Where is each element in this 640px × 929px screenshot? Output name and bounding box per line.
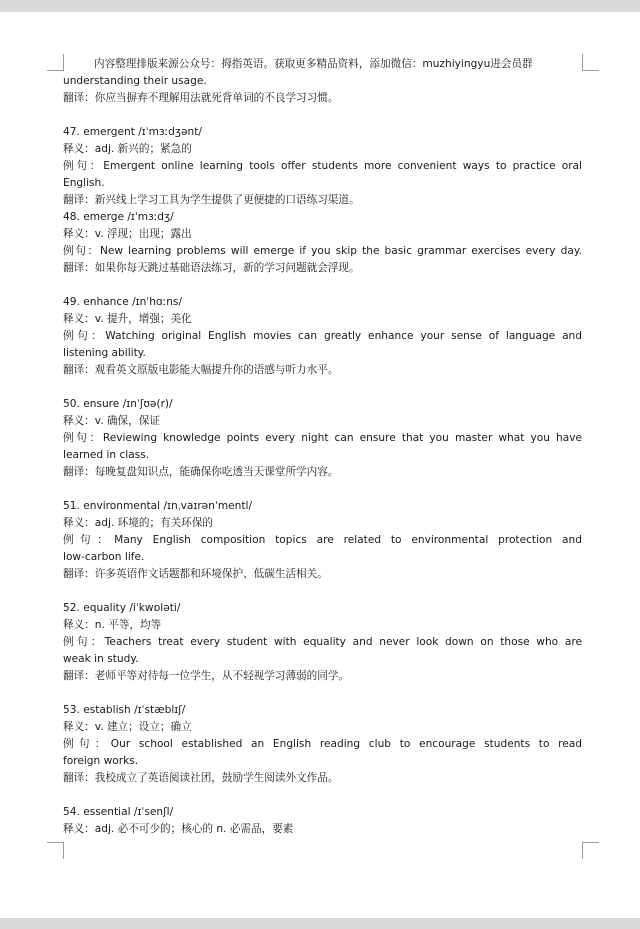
vocab-entry bbox=[63, 702, 582, 787]
crop-mark-bottom-left bbox=[47, 842, 64, 859]
entry-definition: 释义：adj. 环境的；有关环保的 bbox=[63, 517, 214, 529]
entry-example: 例句：New learning problems will emerge if you skip the basic grammar exercises every day. bbox=[63, 245, 582, 257]
entry-word: 53. establish /ɪˈstæblɪʃ/ bbox=[63, 704, 186, 716]
entry-example-cont: listening ability. bbox=[63, 347, 146, 359]
entry-translation: 翻译：老师平等对待每一位学生，从不轻视学习薄弱的同学。 bbox=[63, 670, 350, 682]
continued-example: understanding their usage. bbox=[63, 75, 207, 87]
entry-definition: 释义：v. 浮现；出现；露出 bbox=[63, 228, 192, 240]
entry-word: 48. emerge /ɪˈmɜːdʒ/ bbox=[63, 211, 174, 223]
entry-word: 51. environmental /ɪnˌvaɪrənˈmentl/ bbox=[63, 500, 253, 512]
entry-word: 54. essential /ɪˈsenʃl/ bbox=[63, 806, 174, 818]
source-notice: 内容整理排版来源公众号：拇指英语。获取更多精品资料，添加微信：muzhiyingyu进会员群 bbox=[94, 58, 533, 70]
entry-example: 例句：Reviewing knowledge points every night can ensure that you master what you have bbox=[63, 432, 582, 444]
entry-example: 例句：Our school established an English reading club to encourage students to read bbox=[63, 738, 582, 750]
entry-example-cont: weak in study. bbox=[63, 653, 139, 665]
entry-example-cont: English. bbox=[63, 177, 105, 189]
entry-definition: 释义：adj. 新兴的；紧急的 bbox=[63, 143, 192, 155]
entry-example-cont: foreign works. bbox=[63, 755, 139, 767]
entry-word: 50. ensure /ɪnˈʃʊə(r)/ bbox=[63, 398, 173, 410]
entry-example: 例句：Watching original English movies can greatly enhance your sense of language and bbox=[63, 330, 582, 342]
entry-translation: 翻译：观看英文原版电影能大幅提升你的语感与听力水平。 bbox=[63, 364, 339, 376]
vocab-entry bbox=[63, 396, 582, 481]
vocab-entry bbox=[63, 209, 582, 277]
entry-translation: 翻译：许多英语作文话题都和环境保护、低碳生活相关。 bbox=[63, 568, 328, 580]
entry-translation: 翻译：新兴线上学习工具为学生提供了更便捷的口语练习渠道。 bbox=[63, 194, 360, 206]
vocab-entry bbox=[63, 498, 582, 583]
entry-definition: 释义：adj. 必不可少的；核心的 n. 必需品，要素 bbox=[63, 823, 294, 835]
entry-example: 例句：Teachers treat every student with equality and never look down on those who are bbox=[63, 636, 582, 648]
crop-mark-top-left bbox=[47, 54, 64, 71]
vocab-entry bbox=[63, 804, 582, 838]
crop-mark-top-right bbox=[582, 54, 599, 71]
vocab-entry bbox=[63, 294, 582, 379]
entry-definition: 释义：v. 建立；设立；确立 bbox=[63, 721, 192, 733]
entry-translation: 翻译：每晚复盘知识点，能确保你吃透当天课堂所学内容。 bbox=[63, 466, 339, 478]
entry-translation: 翻译：我校成立了英语阅读社团，鼓励学生阅读外文作品。 bbox=[63, 772, 339, 784]
entry-definition: 释义：v. 提升，增强；美化 bbox=[63, 313, 192, 325]
entry-definition: 释义：v. 确保，保证 bbox=[63, 415, 160, 427]
vocab-entry bbox=[63, 124, 582, 209]
vocab-entry bbox=[63, 600, 582, 685]
entry-example: 例句：Emergent online learning tools offer students more convenient ways to practice oral bbox=[63, 160, 582, 172]
entry-example-cont: learned in class. bbox=[63, 449, 150, 461]
entry-word: 52. equality /iˈkwɒləti/ bbox=[63, 602, 181, 614]
page-content bbox=[63, 56, 582, 838]
entry-example-cont: low-carbon life. bbox=[63, 551, 145, 563]
continued-translation: 翻译：你应当摒弃不理解用法就死背单词的不良学习习惯。 bbox=[63, 92, 339, 104]
entry-word: 49. enhance /ɪnˈhɑːns/ bbox=[63, 296, 183, 308]
entry-example: 例句：Many English composition topics are related to environmental protection and bbox=[63, 534, 582, 546]
document-page bbox=[0, 12, 640, 918]
entry-translation: 翻译：如果你每天跳过基础语法练习，新的学习问题就会浮现。 bbox=[63, 262, 360, 274]
entry-definition: 释义：n. 平等，均等 bbox=[63, 619, 162, 631]
crop-mark-bottom-right bbox=[582, 842, 599, 859]
entry-word: 47. emergent /ɪˈmɜːdʒənt/ bbox=[63, 126, 202, 138]
